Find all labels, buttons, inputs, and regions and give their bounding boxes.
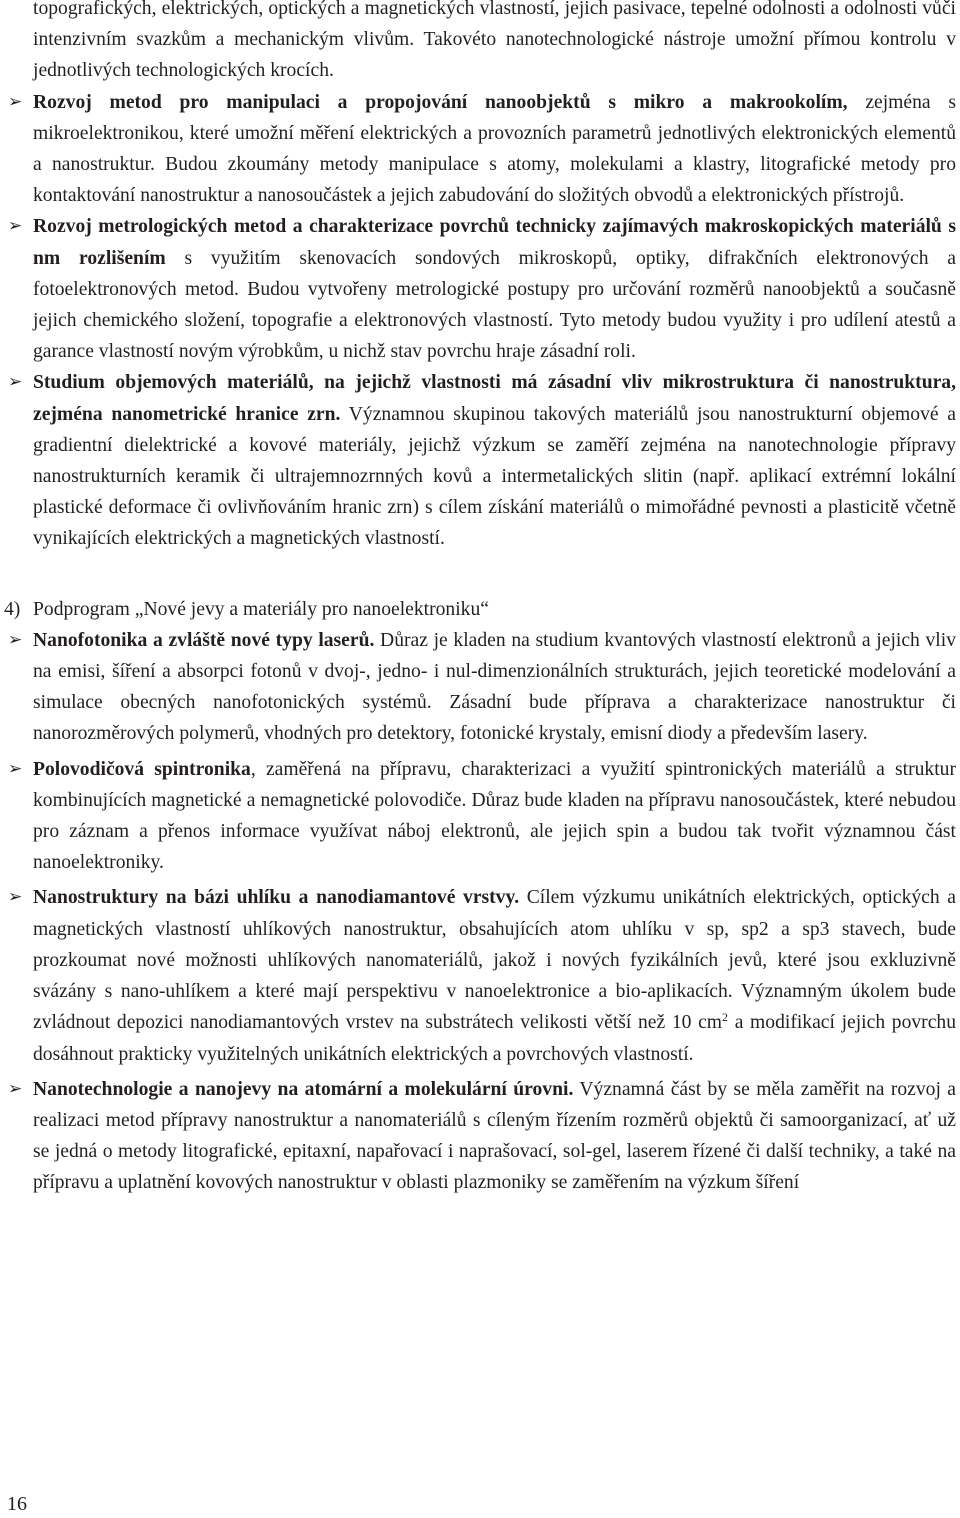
item-text: Cílem výzkumu unikátních elektrických, optických a magnetických vlastností uhlíkových nanostruktur, obsahujících atom uhlíku v sp, sp2 a sp3 stavech, bude prozkoumat nové možnosti uhlíkových nanomateriálů, jakož i nových fyzikálních jevů, které jsou exkluzivně svázány s nano-uhlíkem a které mají perspektivu v nanoelektronice a bio-aplikacích. Významným úkolem bude zvládnout depozici nanodiamantových vrstev na substrátech velikosti větší než 10 cm [33, 887, 956, 1034]
item-heading: Nanostruktury na bázi uhlíku a nanodiamantové vrstvy. [33, 887, 520, 909]
superscript: 2 [722, 1010, 729, 1025]
list-item [8, 211, 956, 367]
arrow-bullet-icon: ➢ [8, 629, 23, 650]
arrow-bullet-icon: ➢ [8, 91, 23, 112]
arrow-bullet-icon: ➢ [8, 887, 23, 908]
item-heading: Nanotechnologie a nanojevy na atomární a molekulární úrovni. [33, 1078, 574, 1100]
section-heading [4, 594, 956, 625]
list-item [8, 882, 956, 1069]
list-item [8, 87, 956, 212]
arrow-bullet-icon: ➢ [8, 1078, 23, 1099]
item-text: Důraz je kladen na studium kvantových vlastností elektronů a jejich vliv na emisi, šíření a absorpci fotonů v dvoj-, jedno- i nul-dimenzionálních strukturách, jejich teoretické modelování a simulace obecných nanofotonických systémů. Zásadní bude příprava a charakterizace nanostruktur či nanorozměrových polymerů, vhodných pro detektory, fotonické krystaly, emisní diody a především lasery. [33, 629, 956, 745]
item-text-continued: a modifikací jejich povrchu dosáhnout prakticky využitelných unikátních elektrických a povrchových vlastností. [33, 1012, 956, 1065]
item-heading: Rozvoj metod pro manipulaci a propojování nanoobjektů s mikro a makrookolím, [33, 91, 848, 113]
section-title: Podprogram „Nové jevy a materiály pro nanoelektroniku“ [33, 598, 489, 620]
item-text: s využitím skenovacích sondových mikroskopů, optiky, difrakčních elektronových a fotoelektronových metod. Budou vytvořeny metrologické postupy pro určování rozměrů nanoobjektů a současně jejich chemického složení, topografie a elektronových vlastností. Tyto metody budou využity i pro udílení atestů a garance vlastností novým výrobkům, u nichž stav povrchu hraje zásadní roli. [33, 247, 956, 363]
arrow-bullet-icon: ➢ [8, 372, 23, 393]
list-item [8, 625, 956, 750]
item-heading: Rozvoj metrologických metod a charakterizace povrchů technicky zajímavých makroskopických materiálů s nm rozlišením [33, 216, 956, 269]
item-heading: Studium objemových materiálů, na jejichž vlastnosti má zásadní vliv mikrostruktura či nanostruktura, zejména nanometrické hranice zrn. [33, 372, 956, 425]
section-number: 4) [4, 598, 21, 620]
item-heading: Polovodičová spintronika [33, 758, 251, 780]
arrow-bullet-icon: ➢ [8, 216, 23, 237]
page-number: 16 [7, 1493, 27, 1515]
arrow-bullet-icon: ➢ [8, 758, 23, 779]
item-text: zejména s mikroelektronikou, které umožní měření elektrických a provozních parametrů jednotlivých elektronických elementů a nanostruktur. Budou zkoumány metody manipulace s atomy, molekulami a klastry, litografické metody pro kontaktování nanostruktur a nanosoučástek a jejich zabudování do složitých obvodů a elektronických přístrojů. [33, 91, 956, 207]
list-item [8, 367, 956, 554]
item-text: Významná část by se měla zaměřit na rozvoj a realizaci metod přípravy nanostruktur a nanomateriálů s cíleným řízením rozměrů objektů či samoorganizací, ať už se jedná o metody litografické, epitaxní, napařovací i naprašovací, sol-gel, laserem řízené či další techniky, a také na přípravu a uplatnění kovových nanostruktur v oblasti plazmoniky se zaměřením na výzkum šíření [33, 1078, 956, 1194]
list-item [8, 754, 956, 879]
intro-paragraph: topografických, elektrických, optických a magnetických vlastností, jejich pasivace, tepelné odolnosti a odolnosti vůči intenzivním svazkům a mechanickým vlivům. Takovéto nanotechnologické nástroje umožní přímou kontrolu v jednotlivých technologických krocích. [33, 0, 956, 82]
item-heading: Nanofotonika a zvláště nové typy laserů. [33, 629, 375, 651]
item-text: Významnou skupinou takových materiálů jsou nanostrukturní objemové a gradientní dielektrické a kovové materiály, jejichž výzkum se zaměří zejména na nanotechnologie přípravy nanostrukturních keramik či ultrajemnozrnných kovů a intermetalických slitin (např. aplikací extrémní lokální plastické deformace či ovlivňováním hranic zrn) s cílem získání materiálů o mimořádné pevnosti a plasticitě včetně vynikajících elektrických a magnetických vlastností. [33, 403, 956, 550]
text-column [4, 0, 956, 1199]
item-text: , zaměřená na přípravu, charakterizaci a využití spintronických materiálů a struktur kombinujících magnetické a nemagnetické polovodiče. Důraz bude kladen na přípravu nanosoučástek, které nebudou pro záznam a přenos informace využívat náboj elektronů, ale jejich spin a budou tak tvořit významnou část nanoelektroniky. [33, 758, 956, 874]
list-item [8, 1074, 956, 1199]
